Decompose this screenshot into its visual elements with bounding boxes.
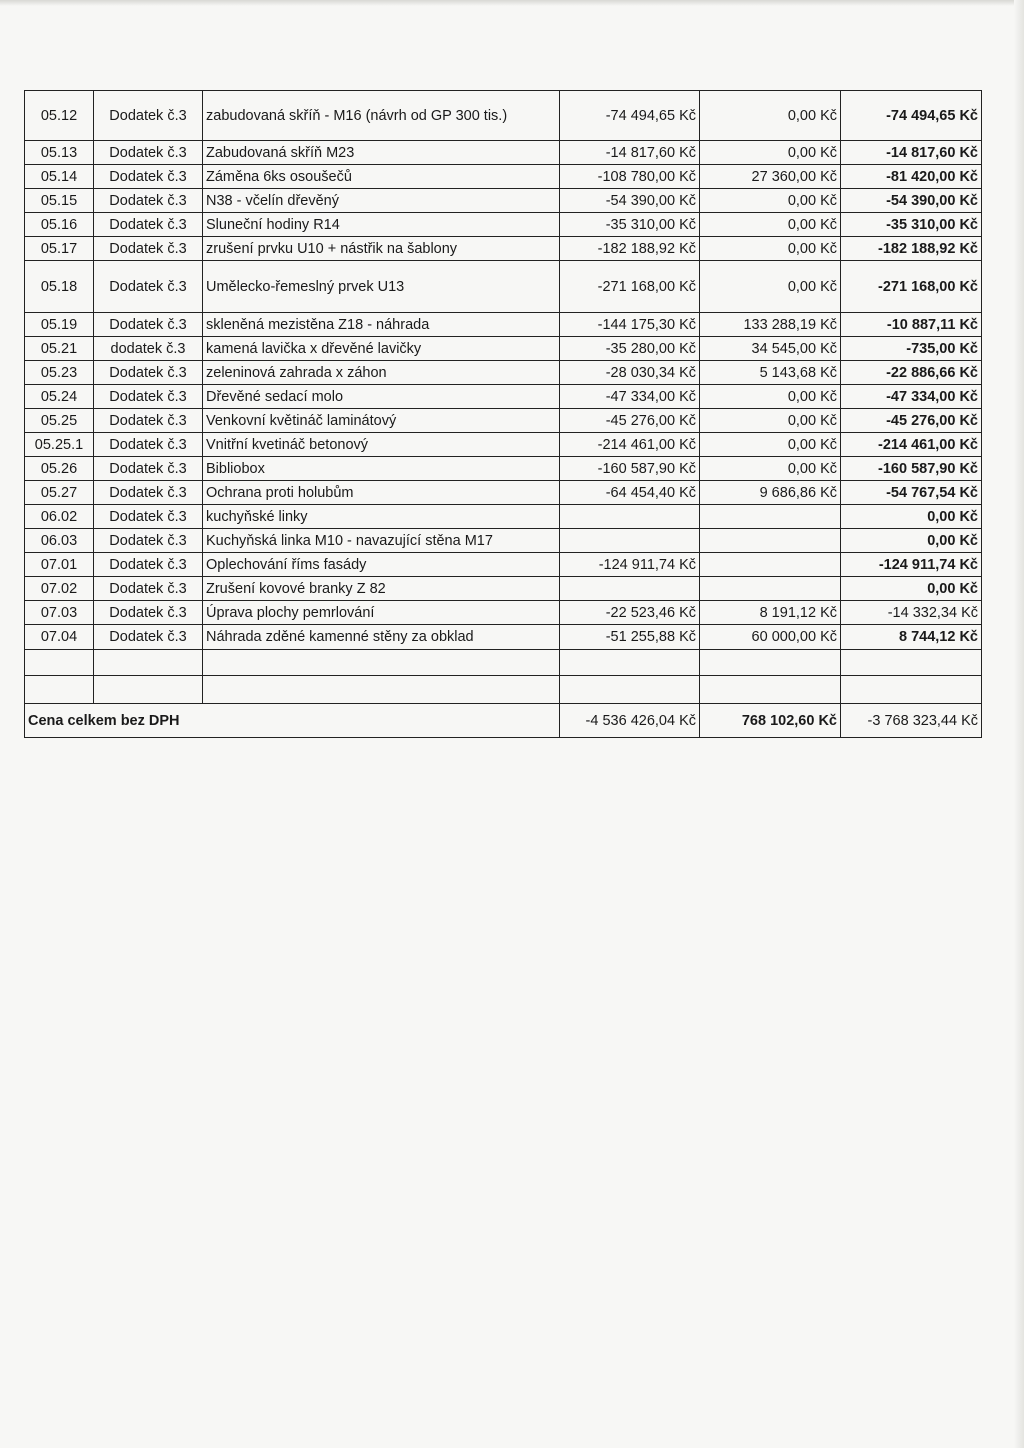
amendment-cell: Dodatek č.3 [94, 91, 203, 141]
empty-cell [203, 676, 560, 704]
empty-cell [25, 676, 94, 704]
added-amount-cell: 0,00 Kč [700, 261, 841, 313]
added-amount-cell [700, 553, 841, 577]
amendment-cell: Dodatek č.3 [94, 409, 203, 433]
amendment-cell: Dodatek č.3 [94, 577, 203, 601]
original-amount-cell [560, 529, 700, 553]
added-amount-cell: 0,00 Kč [700, 91, 841, 141]
item-code-cell: 05.23 [25, 361, 94, 385]
added-amount-cell: 0,00 Kč [700, 409, 841, 433]
added-amount-cell: 8 191,12 Kč [700, 601, 841, 625]
item-code-cell: 05.14 [25, 165, 94, 189]
table-row [25, 553, 982, 577]
difference-amount-cell: -124 911,74 Kč [841, 553, 982, 577]
added-amount-cell [700, 505, 841, 529]
original-amount-cell: -45 276,00 Kč [560, 409, 700, 433]
added-amount-cell: 0,00 Kč [700, 433, 841, 457]
difference-amount-cell: -182 188,92 Kč [841, 237, 982, 261]
table-row [25, 361, 982, 385]
description-cell: Náhrada zděné kamenné stěny za obklad [203, 625, 560, 650]
table-row [25, 313, 982, 337]
empty-row [25, 676, 982, 704]
item-code-cell: 05.27 [25, 481, 94, 505]
amendment-cost-table [24, 90, 982, 738]
amendment-cell: Dodatek č.3 [94, 457, 203, 481]
table-row [25, 625, 982, 650]
empty-cell [841, 650, 982, 676]
description-cell: zrušení prvku U10 + nástřik na šablony [203, 237, 560, 261]
item-code-cell: 05.16 [25, 213, 94, 237]
table-row [25, 261, 982, 313]
description-cell: kamená lavička x dřevěné lavičky [203, 337, 560, 361]
difference-amount-cell: 0,00 Kč [841, 505, 982, 529]
amendment-cell: Dodatek č.3 [94, 237, 203, 261]
original-amount-cell: -35 280,00 Kč [560, 337, 700, 361]
description-cell: zeleninová zahrada x záhon [203, 361, 560, 385]
table-row [25, 481, 982, 505]
table-row [25, 189, 982, 213]
item-code-cell: 05.26 [25, 457, 94, 481]
scan-edge-right [1014, 0, 1024, 1448]
summary-added-cell: 768 102,60 Kč [700, 704, 841, 738]
table-row [25, 213, 982, 237]
added-amount-cell: 0,00 Kč [700, 237, 841, 261]
description-cell: Umělecko-řemeslný prvek U13 [203, 261, 560, 313]
description-cell: Oplechování říms fasády [203, 553, 560, 577]
empty-cell [25, 650, 94, 676]
amendment-cell: Dodatek č.3 [94, 313, 203, 337]
table-row [25, 385, 982, 409]
description-cell: Venkovní květináč laminátový [203, 409, 560, 433]
description-cell: Kuchyňská linka M10 - navazující stěna M17 [203, 529, 560, 553]
amendment-cell: Dodatek č.3 [94, 625, 203, 650]
amendment-cell: Dodatek č.3 [94, 601, 203, 625]
original-amount-cell: -22 523,46 Kč [560, 601, 700, 625]
original-amount-cell [560, 577, 700, 601]
amendment-cell: Dodatek č.3 [94, 433, 203, 457]
table-row [25, 165, 982, 189]
description-cell: N38 - včelín dřevěný [203, 189, 560, 213]
difference-amount-cell: -10 887,11 Kč [841, 313, 982, 337]
difference-amount-cell: -54 390,00 Kč [841, 189, 982, 213]
amendment-cell: Dodatek č.3 [94, 261, 203, 313]
table-row [25, 337, 982, 361]
added-amount-cell: 34 545,00 Kč [700, 337, 841, 361]
amendment-cell: Dodatek č.3 [94, 361, 203, 385]
table-body [25, 91, 982, 738]
difference-amount-cell: -35 310,00 Kč [841, 213, 982, 237]
summary-difference-cell: -3 768 323,44 Kč [841, 704, 982, 738]
item-code-cell: 05.24 [25, 385, 94, 409]
amendment-cell: Dodatek č.3 [94, 529, 203, 553]
original-amount-cell: -214 461,00 Kč [560, 433, 700, 457]
original-amount-cell: -124 911,74 Kč [560, 553, 700, 577]
difference-amount-cell: -160 587,90 Kč [841, 457, 982, 481]
original-amount-cell [560, 505, 700, 529]
difference-amount-cell: -81 420,00 Kč [841, 165, 982, 189]
empty-cell [94, 650, 203, 676]
difference-amount-cell: -735,00 Kč [841, 337, 982, 361]
item-code-cell: 05.12 [25, 91, 94, 141]
added-amount-cell: 0,00 Kč [700, 141, 841, 165]
amendment-cell: Dodatek č.3 [94, 165, 203, 189]
amendment-cell: Dodatek č.3 [94, 505, 203, 529]
item-code-cell: 07.04 [25, 625, 94, 650]
difference-amount-cell: 0,00 Kč [841, 577, 982, 601]
added-amount-cell: 60 000,00 Kč [700, 625, 841, 650]
empty-cell [700, 676, 841, 704]
description-cell: Bibliobox [203, 457, 560, 481]
description-cell: skleněná mezistěna Z18 - náhrada [203, 313, 560, 337]
item-code-cell: 05.17 [25, 237, 94, 261]
table-row [25, 457, 982, 481]
amendment-cell: Dodatek č.3 [94, 213, 203, 237]
summary-label: Cena celkem bez DPH [25, 704, 560, 738]
description-cell: Dřevěné sedací molo [203, 385, 560, 409]
original-amount-cell: -51 255,88 Kč [560, 625, 700, 650]
amendment-cell: Dodatek č.3 [94, 553, 203, 577]
original-amount-cell: -28 030,34 Kč [560, 361, 700, 385]
added-amount-cell: 0,00 Kč [700, 189, 841, 213]
original-amount-cell: -271 168,00 Kč [560, 261, 700, 313]
added-amount-cell [700, 577, 841, 601]
difference-amount-cell: 8 744,12 Kč [841, 625, 982, 650]
added-amount-cell: 9 686,86 Kč [700, 481, 841, 505]
empty-cell [203, 650, 560, 676]
item-code-cell: 05.19 [25, 313, 94, 337]
added-amount-cell: 0,00 Kč [700, 457, 841, 481]
description-cell: Zabudovaná skříň M23 [203, 141, 560, 165]
table-row [25, 577, 982, 601]
added-amount-cell: 0,00 Kč [700, 385, 841, 409]
added-amount-cell: 133 288,19 Kč [700, 313, 841, 337]
difference-amount-cell: -54 767,54 Kč [841, 481, 982, 505]
description-cell: Vnitřní kvetináč betonový [203, 433, 560, 457]
table-row [25, 409, 982, 433]
difference-amount-cell: -47 334,00 Kč [841, 385, 982, 409]
table-row [25, 433, 982, 457]
difference-amount-cell: -14 817,60 Kč [841, 141, 982, 165]
difference-amount-cell: -271 168,00 Kč [841, 261, 982, 313]
difference-amount-cell: -22 886,66 Kč [841, 361, 982, 385]
empty-cell [94, 676, 203, 704]
amendment-cell: Dodatek č.3 [94, 141, 203, 165]
item-code-cell: 05.18 [25, 261, 94, 313]
difference-amount-cell: -214 461,00 Kč [841, 433, 982, 457]
table-row [25, 529, 982, 553]
summary-original-cell: -4 536 426,04 Kč [560, 704, 700, 738]
scan-edge-top [0, 0, 1024, 6]
description-cell: Úprava plochy pemrlování [203, 601, 560, 625]
table-row [25, 91, 982, 141]
original-amount-cell: -182 188,92 Kč [560, 237, 700, 261]
table-row [25, 601, 982, 625]
original-amount-cell: -74 494,65 Kč [560, 91, 700, 141]
original-amount-cell: -47 334,00 Kč [560, 385, 700, 409]
empty-cell [560, 676, 700, 704]
difference-amount-cell: -14 332,34 Kč [841, 601, 982, 625]
original-amount-cell: -108 780,00 Kč [560, 165, 700, 189]
difference-amount-cell: 0,00 Kč [841, 529, 982, 553]
item-code-cell: 06.02 [25, 505, 94, 529]
item-code-cell: 05.25.1 [25, 433, 94, 457]
table-row [25, 141, 982, 165]
table-row [25, 505, 982, 529]
item-code-cell: 05.13 [25, 141, 94, 165]
empty-cell [560, 650, 700, 676]
original-amount-cell: -54 390,00 Kč [560, 189, 700, 213]
added-amount-cell: 0,00 Kč [700, 213, 841, 237]
item-code-cell: 05.21 [25, 337, 94, 361]
description-cell: Ochrana proti holubům [203, 481, 560, 505]
description-cell: Sluneční hodiny R14 [203, 213, 560, 237]
original-amount-cell: -35 310,00 Kč [560, 213, 700, 237]
amendment-cell: Dodatek č.3 [94, 189, 203, 213]
original-amount-cell: -64 454,40 Kč [560, 481, 700, 505]
original-amount-cell: -144 175,30 Kč [560, 313, 700, 337]
added-amount-cell [700, 529, 841, 553]
empty-row [25, 650, 982, 676]
item-code-cell: 07.02 [25, 577, 94, 601]
added-amount-cell: 5 143,68 Kč [700, 361, 841, 385]
description-cell: Zrušení kovové branky Z 82 [203, 577, 560, 601]
item-code-cell: 05.25 [25, 409, 94, 433]
empty-cell [700, 650, 841, 676]
empty-cell [841, 676, 982, 704]
item-code-cell: 05.15 [25, 189, 94, 213]
original-amount-cell: -160 587,90 Kč [560, 457, 700, 481]
amendment-cell: dodatek č.3 [94, 337, 203, 361]
description-cell: Záměna 6ks osoušečů [203, 165, 560, 189]
added-amount-cell: 27 360,00 Kč [700, 165, 841, 189]
difference-amount-cell: -74 494,65 Kč [841, 91, 982, 141]
item-code-cell: 07.03 [25, 601, 94, 625]
item-code-cell: 06.03 [25, 529, 94, 553]
difference-amount-cell: -45 276,00 Kč [841, 409, 982, 433]
description-cell: zabudovaná skříň - M16 (návrh od GP 300 tis.) [203, 91, 560, 141]
item-code-cell: 07.01 [25, 553, 94, 577]
summary-row [25, 704, 982, 738]
table-row [25, 237, 982, 261]
original-amount-cell: -14 817,60 Kč [560, 141, 700, 165]
description-cell: kuchyňské linky [203, 505, 560, 529]
amendment-cell: Dodatek č.3 [94, 481, 203, 505]
amendment-cell: Dodatek č.3 [94, 385, 203, 409]
